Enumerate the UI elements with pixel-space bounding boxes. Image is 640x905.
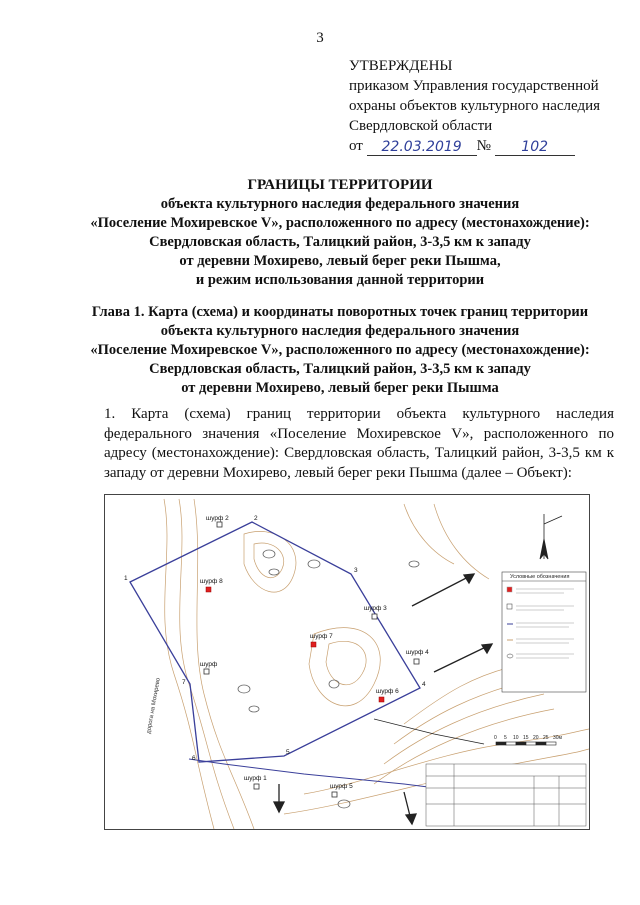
- approval-date-row: [349, 136, 639, 156]
- map-stamp: [426, 764, 586, 826]
- approval-line: охраны объектов культурного наследия: [349, 98, 601, 114]
- pit-label: шурф: [200, 661, 218, 668]
- pit-label: шурф 5: [330, 783, 353, 790]
- approval-line: Свердловской области: [349, 118, 493, 134]
- title-line: и режим использования данной территории: [195, 272, 485, 288]
- scale-tick: 0: [494, 735, 497, 741]
- territory-map: [104, 494, 590, 830]
- number-label: №: [476, 138, 491, 154]
- page-number: 3: [316, 30, 324, 46]
- pit-label: шурф 1: [244, 775, 267, 782]
- scale-tick: 25: [543, 735, 549, 741]
- point-label: 2: [254, 515, 258, 522]
- approval-heading: УТВЕРЖДЕНЫ: [349, 58, 453, 74]
- chapter-line: объекта культурного наследия федерального значения: [160, 323, 520, 339]
- chapter-line: «Поселение Мохиревское V», расположенного по адресу (местонахождение):: [90, 342, 590, 358]
- chapter-line: от деревни Мохирево, левый берег реки Пышма: [181, 380, 499, 396]
- title-line: от деревни Мохирево, левый берег реки Пышма,: [179, 253, 501, 269]
- title-line: Свердловская область, Талицкий район, 3-3,5 км к западу: [149, 234, 531, 250]
- approval-block: [349, 56, 639, 156]
- title-line: «Поселение Мохиревское V», расположенного по адресу (местонахождение):: [90, 215, 590, 231]
- road-label: дорога на Мохирево: [146, 677, 162, 735]
- point-label: 4: [422, 681, 426, 688]
- pit-label: шурф 6: [376, 688, 399, 695]
- map-legend: [502, 572, 586, 692]
- point-label: 6: [192, 755, 196, 762]
- paragraph-1: 1. Карта (схема) границ территории объекта культурного наследия федерального значения «Поселение Мохиревское V», расположенного по адресу (местонахождение): Свердловская область, Талицкий район, 3-3,5 км к западу от деревни Мохирево, левый берег реки Пышма (далее – Объект):: [104, 406, 614, 481]
- point-label: 1: [124, 575, 128, 582]
- scale-tick: 10: [513, 735, 519, 741]
- from-label: от: [349, 138, 363, 154]
- chapter-line: Глава 1. Карта (схема) и координаты поворотных точек границ территории: [91, 304, 589, 320]
- approval-line: приказом Управления государственной: [349, 78, 599, 94]
- scale-tick: 15: [523, 735, 529, 741]
- pit-label: шурф 2: [206, 515, 229, 522]
- scale-tick: 5: [504, 735, 507, 741]
- document-title: [40, 176, 640, 290]
- scale-bar: [496, 742, 556, 745]
- legend-title: Условные обозначения: [510, 574, 570, 580]
- pit-label: шурф 8: [200, 578, 223, 585]
- point-label: 3: [354, 567, 358, 574]
- pit-label: шурф 4: [406, 649, 429, 656]
- scale-tick: 20: [533, 735, 539, 741]
- scale-tick: 30м: [553, 735, 562, 741]
- title-line: ГРАНИЦЫ ТЕРРИТОРИИ: [247, 177, 433, 193]
- chapter-heading: [40, 303, 640, 398]
- pit-label: шурф 3: [364, 605, 387, 612]
- chapter-line: Свердловская область, Талицкий район, 3-3,5 км к западу: [149, 361, 531, 377]
- approval-number: 102: [495, 139, 575, 156]
- pit-label: шурф 7: [310, 633, 333, 640]
- point-label: 5: [286, 749, 290, 756]
- approval-date: 22.03.2019: [367, 139, 477, 156]
- point-label: 7: [182, 679, 186, 686]
- title-line: объекта культурного наследия федерального значения: [160, 196, 520, 212]
